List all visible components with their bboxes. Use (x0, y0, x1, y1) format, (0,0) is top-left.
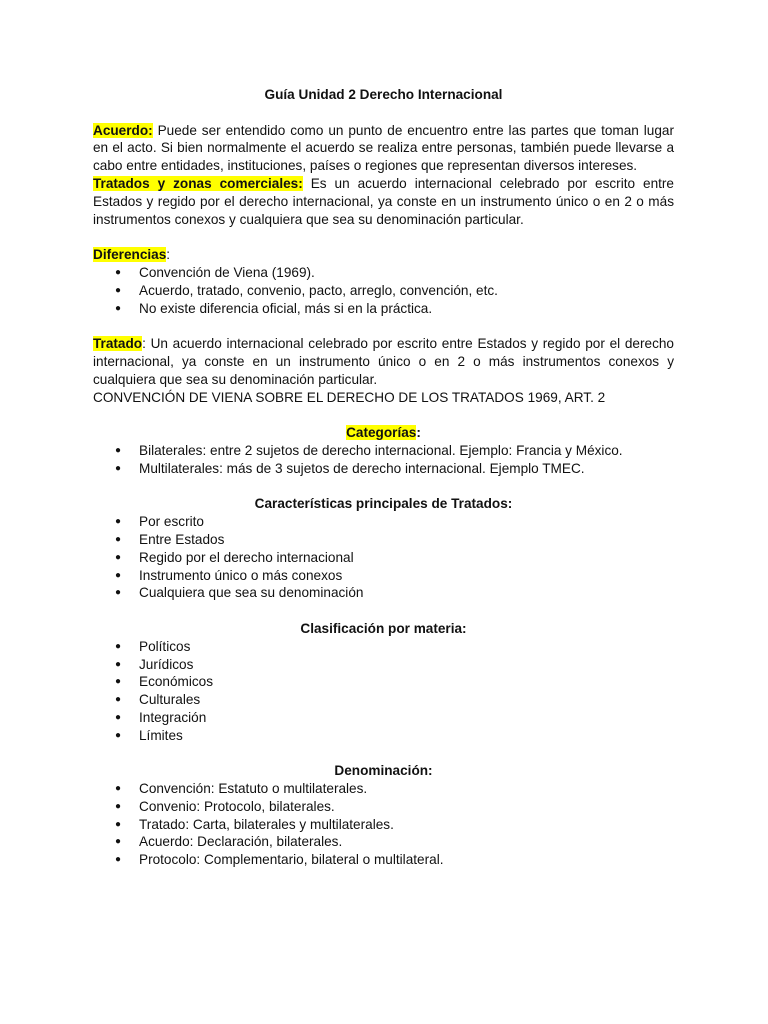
list-item: ● Convención: Estatuto o multilaterales. (93, 780, 674, 798)
denominacion-list (93, 780, 674, 869)
list-item: ● Económicos (93, 673, 674, 691)
list-item: ● Acuerdo: Declaración, bilaterales. (93, 833, 674, 851)
denominacion-heading: Denominación: (334, 763, 433, 779)
list-item: ● Protocolo: Complementario, bilateral o multilateral. (93, 851, 674, 869)
list-item: ● Convención de Viena (1969). (93, 264, 674, 282)
acuerdo-text: Puede ser entendido como un punto de encuentro entre las partes que toman lugar en el acto. Si bien normalmente el acuerdo se realiza entre personas, también puede llevarse a cabo entre entidades, instituciones, países o regiones que representan diversos intereses. (93, 122, 674, 174)
diferencias-term: Diferencias (93, 247, 167, 263)
list-item: ● Cualquiera que sea su denominación (93, 584, 674, 602)
list-item: ● Bilaterales: entre 2 sujetos de derecho internacional. Ejemplo: Francia y México. (93, 442, 674, 460)
list-item: ● Acuerdo, tratado, convenio, pacto, arreglo, convención, etc. (93, 282, 674, 300)
list-item: ● Convenio: Protocolo, bilaterales. (93, 798, 674, 816)
clasificacion-list (93, 638, 674, 745)
list-item: ● Políticos (93, 638, 674, 656)
list-item: ● Multilaterales: más de 3 sujetos de derecho internacional. Ejemplo TMEC. (93, 460, 674, 478)
caracteristicas-heading: Características principales de Tratados: (254, 496, 513, 512)
tratado-source: CONVENCIÓN DE VIENA SOBRE EL DERECHO DE LOS TRATADOS 1969, ART. 2 (93, 389, 606, 405)
list-item: ● Integración (93, 709, 674, 727)
diferencias-list (93, 264, 674, 317)
acuerdo-paragraph (93, 122, 674, 175)
list-item: ● No existe diferencia oficial, más si en la práctica. (93, 300, 674, 318)
categorias-term: Categorías (346, 425, 417, 441)
tratados-zonas-term: Tratados y zonas comerciales: (93, 175, 303, 191)
tratado-paragraph (93, 335, 674, 388)
diferencias-heading: Diferencias: (93, 247, 171, 263)
list-item: ● Tratado: Carta, bilaterales y multilaterales. (93, 816, 674, 834)
clasificacion-heading: Clasificación por materia: (300, 620, 467, 636)
list-item: ● Regido por el derecho internacional (93, 549, 674, 567)
categorias-list (93, 442, 674, 478)
list-item: ● Jurídicos (93, 656, 674, 674)
tratado-text: : Un acuerdo internacional celebrado por escrito entre Estados y regido por el derecho internacional, ya conste en un instrumento único o en 2 o más instrumentos conexos y cualquiera que sea su denominación particular. (93, 336, 674, 387)
tratados-zonas-paragraph (93, 175, 674, 228)
acuerdo-term: Acuerdo: (93, 122, 153, 138)
document-title: Guía Unidad 2 Derecho Internacional (264, 87, 503, 102)
list-item: ● Entre Estados (93, 531, 674, 549)
list-item: ● Instrumento único o más conexos (93, 567, 674, 585)
list-item: ● Límites (93, 727, 674, 745)
tratado-term: Tratado (93, 336, 143, 352)
caracteristicas-list (93, 513, 674, 602)
list-item: ● Culturales (93, 691, 674, 709)
categorias-heading: Categorías: (346, 425, 421, 441)
tratados-zonas-text: Es un acuerdo internacional celebrado por escrito entre Estados y regido por el derecho internacional, ya conste en un instrumento único o en 2 o más instrumentos conexos y cualquiera que sea su denominación particular. (93, 175, 674, 227)
list-item: ● Por escrito (93, 513, 674, 531)
